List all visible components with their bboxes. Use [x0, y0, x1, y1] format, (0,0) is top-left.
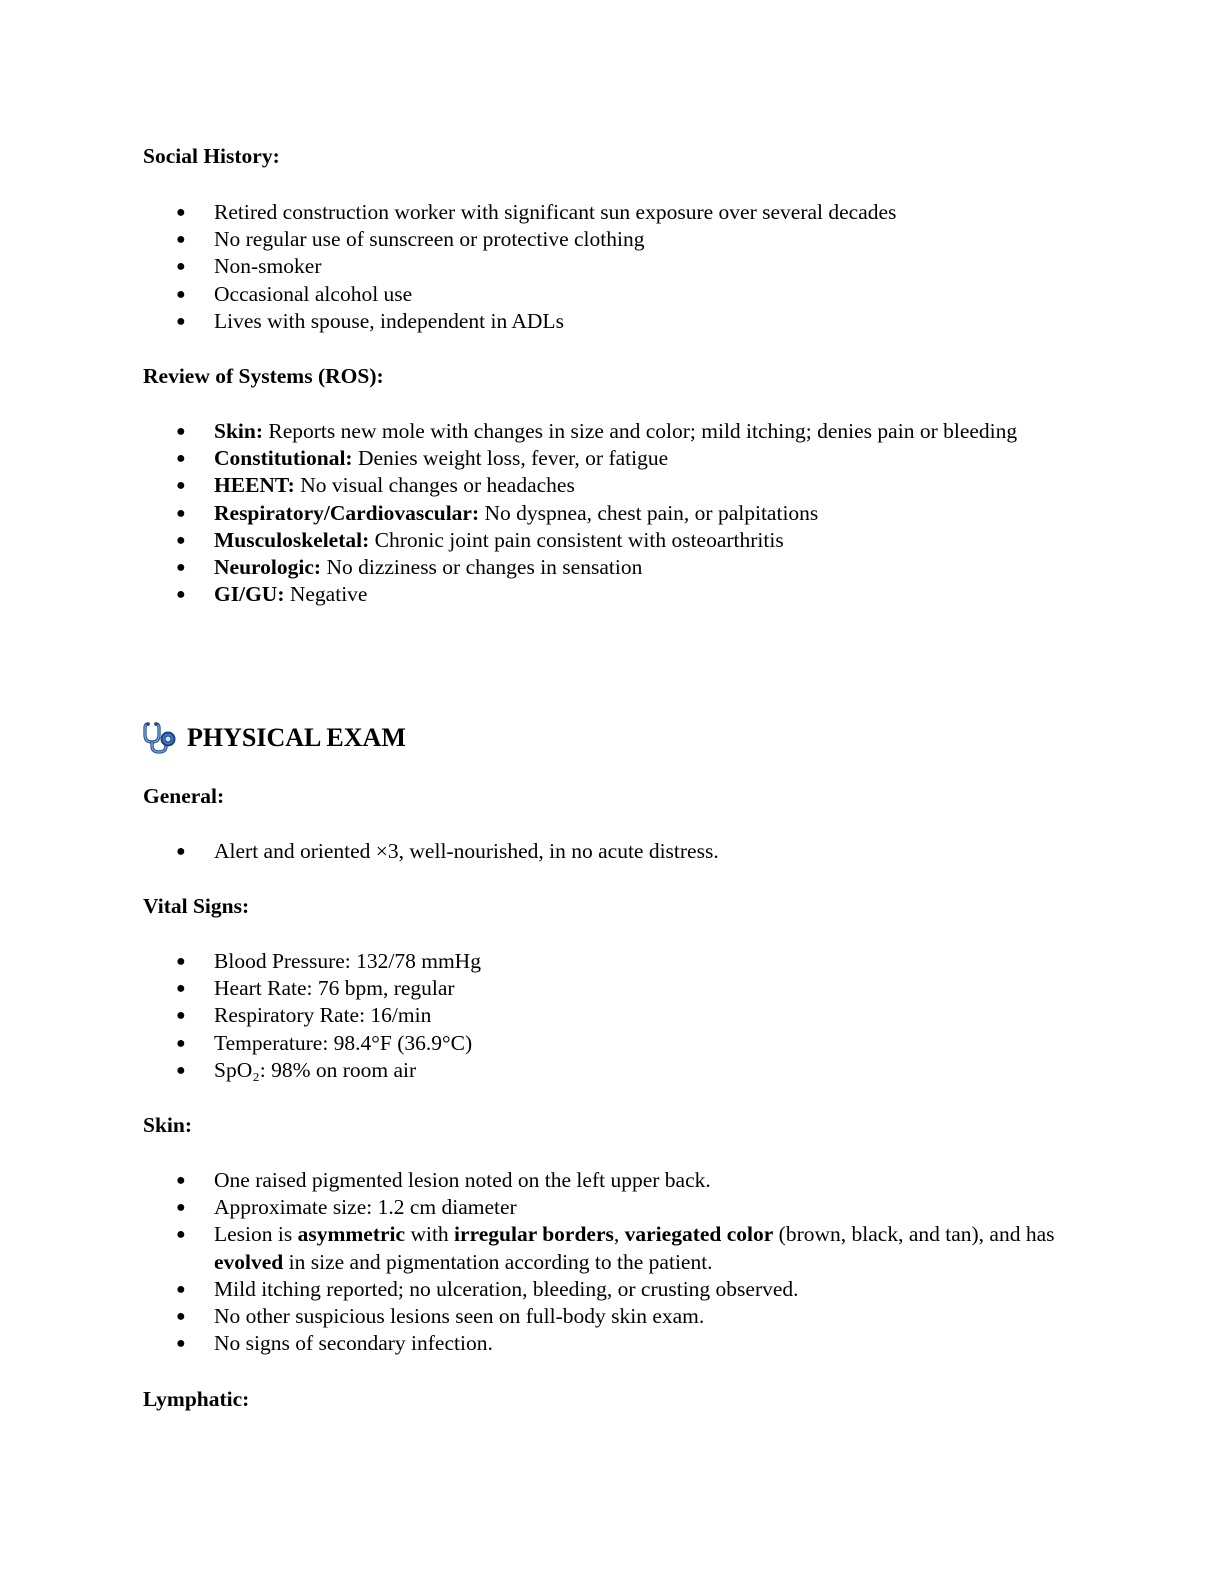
bullet-icon: ● — [176, 1308, 186, 1326]
bullet-icon: ● — [176, 312, 186, 330]
list-item: ● Retired construction worker with significant sun exposure over several decades — [143, 199, 1083, 226]
bullet-icon: ● — [176, 1172, 186, 1189]
physical-exam-title-text: PHYSICAL EXAM — [187, 723, 406, 752]
list-item: ● GI/GU: Negative — [143, 581, 1083, 608]
list-item: ● Occasional alcohol use — [143, 281, 1083, 308]
bullet-icon: ● — [176, 477, 186, 495]
list-item: ● No signs of secondary infection. — [143, 1330, 1083, 1357]
bullet-icon: ● — [176, 1034, 186, 1052]
bullet-icon: ● — [176, 450, 186, 468]
lymphatic-heading: Lymphatic: — [143, 1387, 250, 1411]
list-item: ● Heart Rate: 76 bpm, regular — [143, 975, 1083, 1002]
bullet-icon: ● — [176, 258, 186, 276]
physical-exam-title — [143, 718, 406, 758]
bullet-icon: ● — [176, 1280, 186, 1298]
vital-signs-list — [143, 948, 1083, 1084]
bullet-icon: ● — [176, 1007, 186, 1025]
list-item: ● Neurologic: No dizziness or changes in sensation — [143, 554, 1083, 581]
list-item: ● SpO₂: 98% on room air — [143, 1057, 1083, 1084]
list-item: ● Lesion is asymmetric with irregular borders, variegated color (brown, black, and tan), and has evolved in size and pigmentation according to the patient. — [176, 1222, 1055, 1274]
skin-heading: Skin: — [143, 1113, 193, 1137]
list-item: ● Temperature: 98.4°F (36.9°C) — [143, 1030, 1083, 1057]
bullet-icon: ● — [176, 504, 186, 522]
list-item: ● One raised pigmented lesion noted on the left upper back. — [143, 1167, 1083, 1194]
list-item: ● HEENT: No visual changes or headaches — [143, 472, 1083, 499]
ros-heading: Review of Systems (ROS): — [143, 364, 384, 388]
list-item: ● Respiratory/Cardiovascular: No dyspnea, chest pain, or palpitations — [143, 500, 1083, 527]
list-item: ● Constitutional: Denies weight loss, fever, or fatigue — [143, 445, 1083, 472]
list-item: ● No other suspicious lesions seen on full-body skin exam. — [143, 1303, 1083, 1330]
bullet-icon: ● — [176, 1335, 186, 1353]
list-item: ● Lives with spouse, independent in ADLs — [143, 308, 1083, 335]
list-item: ● Approximate size: 1.2 cm diameter — [143, 1194, 1083, 1221]
bullet-icon: ● — [176, 586, 186, 604]
bullet-icon: ● — [176, 1199, 186, 1217]
list-item: ● Respiratory Rate: 16/min — [143, 1002, 1083, 1029]
bullet-icon: ● — [176, 980, 186, 998]
social-history-list — [143, 199, 1083, 335]
bullet-icon: ● — [176, 843, 186, 860]
general-list — [143, 838, 1083, 865]
list-item: ● Musculoskeletal: Chronic joint pain consistent with osteoarthritis — [143, 527, 1083, 554]
list-item: ● Alert and oriented ×3, well-nourished, in no acute distress. — [143, 838, 1083, 865]
general-heading: General: — [143, 784, 225, 808]
bullet-icon: ● — [176, 231, 186, 249]
bullet-icon: ● — [176, 1226, 186, 1244]
list-item: ● Mild itching reported; no ulceration, bleeding, or crusting observed. — [143, 1276, 1083, 1303]
vital-signs-heading: Vital Signs: — [143, 894, 250, 918]
list-item: ● Non-smoker — [143, 253, 1083, 280]
bullet-icon: ● — [176, 953, 186, 970]
bullet-icon: ● — [176, 204, 186, 221]
list-item: ● Skin: Reports new mole with changes in size and color; mild itching; denies pain or bleeding — [143, 418, 1083, 445]
list-item: ● No regular use of sunscreen or protective clothing — [143, 226, 1083, 253]
skin-list — [143, 1167, 1083, 1357]
social-history-heading: Social History: — [143, 144, 280, 168]
stethoscope-icon — [143, 721, 179, 755]
ros-list — [143, 418, 1083, 608]
list-item: ● Blood Pressure: 132/78 mmHg — [143, 948, 1083, 975]
bullet-icon: ● — [176, 423, 186, 440]
bullet-icon: ● — [176, 531, 186, 549]
bullet-icon: ● — [176, 559, 186, 577]
bullet-icon: ● — [176, 285, 186, 303]
bullet-icon: ● — [176, 1061, 186, 1079]
